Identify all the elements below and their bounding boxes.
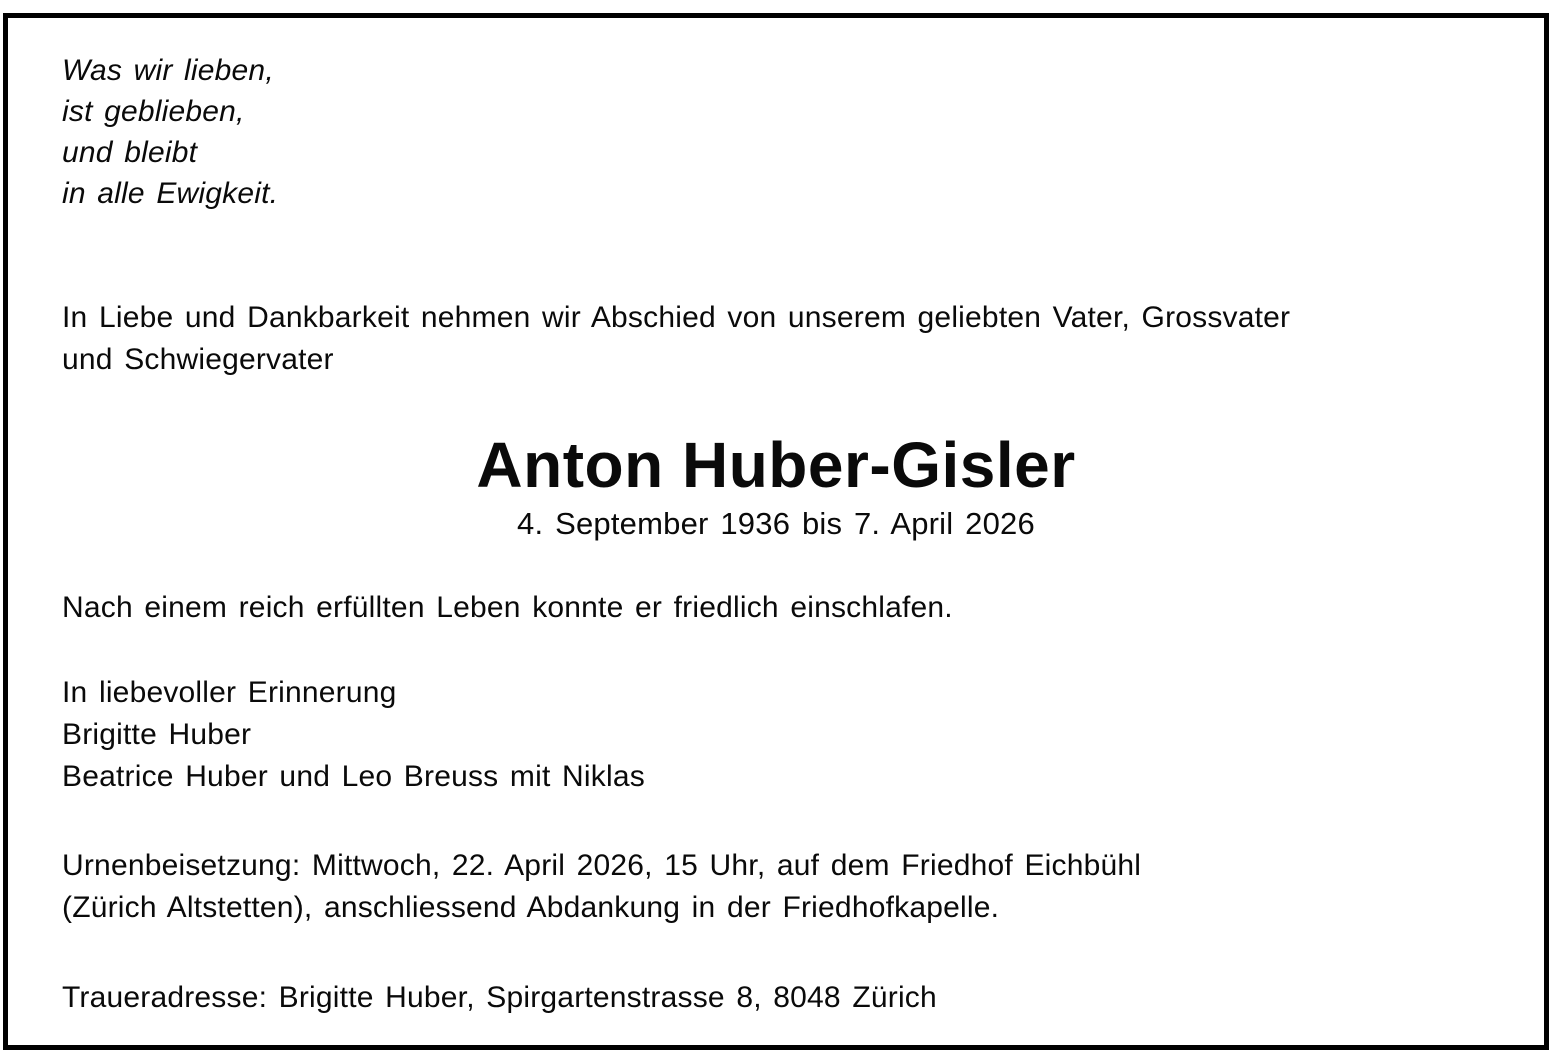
verse-line: und bleibt xyxy=(62,136,198,169)
intro-line: und Schwiegervater xyxy=(62,343,334,376)
mourner-name: Brigitte Huber xyxy=(62,718,252,751)
verse-line: in alle Ewigkeit. xyxy=(62,177,279,210)
passing-text: Nach einem reich erfüllten Leben konnte er friedlich einschlafen. xyxy=(62,591,953,624)
funeral-details xyxy=(62,845,1482,929)
mourners-heading: In liebevoller Erinnerung xyxy=(62,676,397,709)
mourner-name: Beatrice Huber und Leo Breuss mit Niklas xyxy=(62,760,645,793)
deceased-name: Anton Huber-Gisler xyxy=(476,429,1076,501)
mourners-list xyxy=(62,672,1482,798)
intro-line: In Liebe und Dankbarkeit nehmen wir Abschied von unserem geliebten Vater, Grossvater xyxy=(62,301,1291,334)
mourning-address: Traueradresse: Brigitte Huber, Spirgartenstrasse 8, 8048 Zürich xyxy=(62,981,937,1014)
funeral-line: (Zürich Altstetten), anschliessend Abdankung in der Friedhofkapelle. xyxy=(62,891,1000,924)
memorial-verse xyxy=(62,50,1482,214)
introduction-text xyxy=(62,297,1482,381)
verse-line: Was wir lieben, xyxy=(62,54,274,87)
funeral-line: Urnenbeisetzung: Mittwoch, 22. April 2026, 15 Uhr, auf dem Friedhof Eichbühl xyxy=(62,849,1142,882)
life-dates: 4. September 1936 bis 7. April 2026 xyxy=(517,506,1035,541)
verse-line: ist geblieben, xyxy=(62,95,245,128)
